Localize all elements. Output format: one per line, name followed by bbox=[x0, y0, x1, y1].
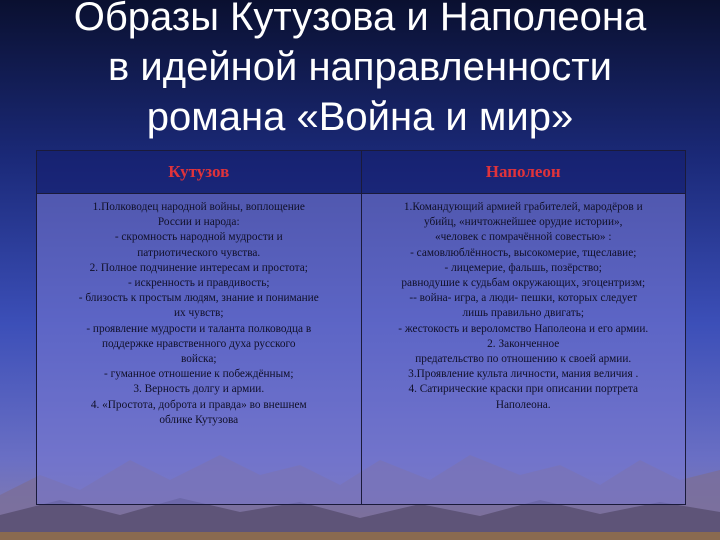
title-line: в идейной направленности bbox=[108, 45, 612, 89]
list-item: - гуманное отношение к побеждённым; bbox=[104, 368, 294, 381]
list-item: 4. Сатирические краски при описании портрета bbox=[408, 383, 639, 396]
list-item: - искренность и правдивость; bbox=[127, 277, 270, 290]
list-item: «человек с помрачённой совестью» : bbox=[434, 231, 612, 244]
header-kutuzov: Кутузов bbox=[37, 151, 362, 194]
list-item: - жестокость и вероломство Наполеона и его армии. bbox=[398, 322, 649, 335]
title-line: Образы Кутузова и Наполеона bbox=[73, 0, 647, 39]
list-item: убийц, «ничтожнейшее орудие истории», bbox=[424, 216, 623, 229]
list-item: их чувств; bbox=[173, 307, 224, 320]
list-item: лишь правильно двигать; bbox=[462, 307, 584, 320]
list-item: поддержке нравственного духа русского bbox=[101, 337, 296, 350]
list-item: равнодушие к судьбам окружающих, эгоцентризм; bbox=[401, 277, 646, 290]
list-item: Наполеона. bbox=[495, 398, 551, 411]
list-item: - самовлюблённость, высокомерие, тщеславие; bbox=[410, 246, 637, 259]
header-napoleon: Наполеон bbox=[361, 151, 686, 194]
list-item: патриотического чувства. bbox=[137, 246, 261, 259]
comparison-table bbox=[36, 150, 686, 505]
list-item: 2. Полное подчинение интересам и простота; bbox=[89, 261, 308, 274]
list-item: 1.Полководец народной войны, воплощение bbox=[92, 201, 305, 213]
list-item: - близость к простым людям, знание и понимание bbox=[78, 292, 319, 305]
list-item: войска; bbox=[181, 353, 217, 366]
kutuzov-cell bbox=[37, 194, 362, 505]
list-item: 1.Командующий армией грабителей, мародёров и bbox=[403, 201, 643, 213]
title-line: романа «Война и мир» bbox=[146, 95, 574, 139]
list-item: предательство по отношению к своей армии. bbox=[415, 353, 632, 366]
list-item: - скромность народной мудрости и bbox=[114, 231, 283, 244]
table-row bbox=[37, 194, 686, 505]
list-item: - проявление мудрости и таланта полководца в bbox=[86, 322, 312, 335]
list-item: - лицемерие, фальшь, позёрство; bbox=[444, 261, 602, 274]
list-item: облике Кутузова bbox=[159, 413, 239, 426]
list-item: 3. Верность долгу и армии. bbox=[133, 383, 265, 396]
table-header-row bbox=[37, 151, 686, 194]
list-item: 3.Проявление культа личности, мания величия . bbox=[408, 368, 639, 381]
napoleon-cell bbox=[361, 194, 686, 505]
list-item: 2. Законченное bbox=[487, 337, 560, 350]
list-item: 4. «Простота, доброта и правда» во внешнем bbox=[90, 398, 307, 411]
list-item: России и народа: bbox=[157, 216, 240, 229]
slide-title bbox=[0, 0, 720, 142]
list-item: -- война- игра, а люди- пешки, которых следует bbox=[409, 292, 638, 305]
